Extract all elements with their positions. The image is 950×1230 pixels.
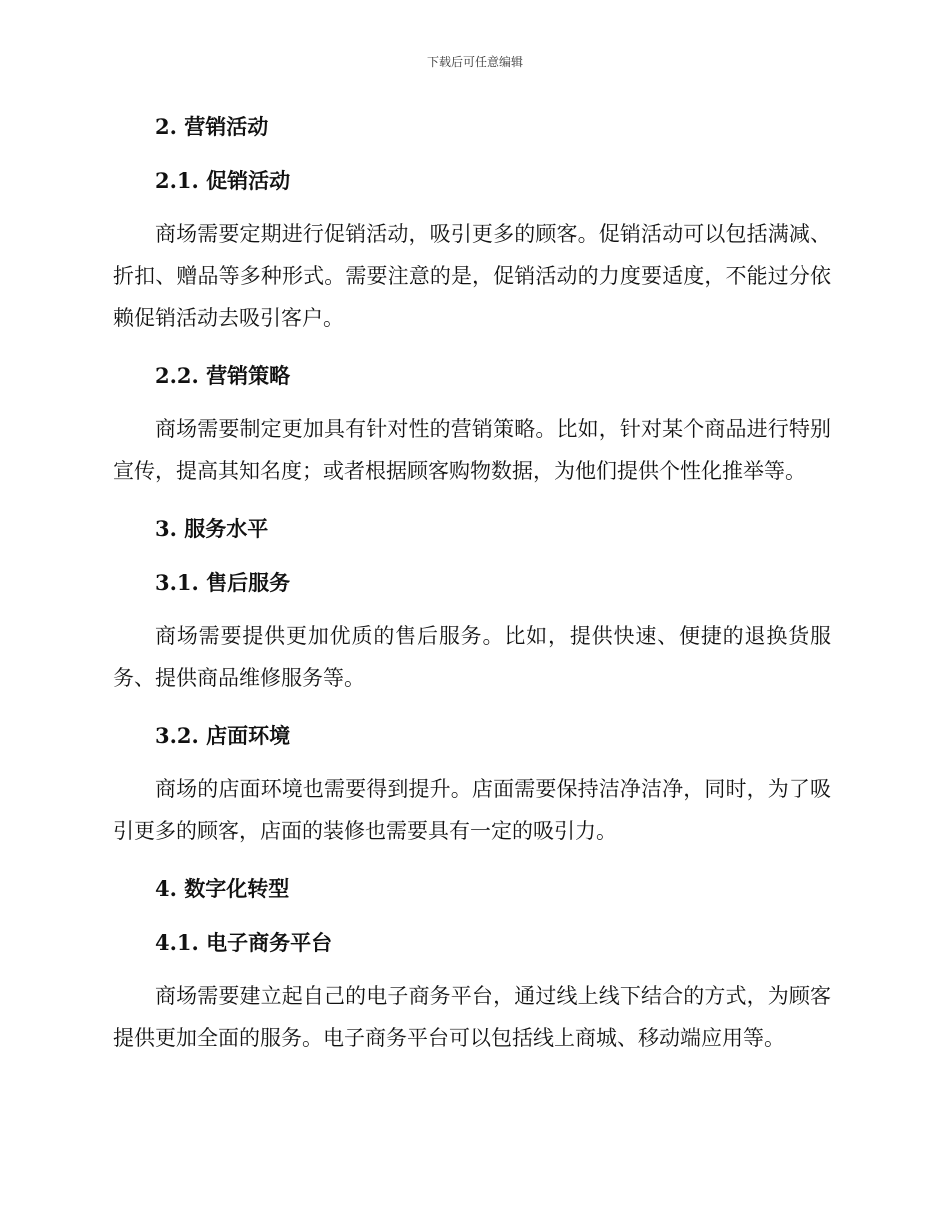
- section-heading-4: 4. 数字化转型: [155, 876, 290, 901]
- page-header-note: 下载后可任意编辑: [426, 55, 523, 69]
- section-heading-4-1: 4.1. 电子商务平台: [155, 930, 333, 955]
- section-heading-3: 3. 服务水平: [155, 516, 269, 541]
- paragraph-store-environment: 商场的店面环境也需要得到提升。店面需要保持洁净洁净，同时，为了吸引更多的顾客，店面的装修也需要具有一定的吸引力。: [113, 777, 831, 843]
- section-heading-2-2: 2.2. 营销策略: [155, 363, 291, 388]
- paragraph-promotions: 商场需要定期进行促销活动，吸引更多的顾客。促销活动可以包括满减、折扣、赠品等多种形式。需要注意的是，促销活动的力度要适度，不能过分依赖促销活动去吸引客户。: [113, 222, 831, 330]
- section-heading-3-1: 3.1. 售后服务: [155, 570, 291, 595]
- document-body: [113, 110, 831, 1079]
- paragraph-ecommerce: 商场需要建立起自己的电子商务平台，通过线上线下结合的方式，为顾客提供更加全面的服务。电子商务平台可以包括线上商城、移动端应用等。: [113, 984, 831, 1050]
- section-heading-3-2: 3.2. 店面环境: [155, 723, 291, 748]
- section-heading-2: 2. 营销活动: [155, 114, 269, 139]
- paragraph-after-sales: 商场需要提供更加优质的售后服务。比如，提供快速、便捷的退换货服务、提供商品维修服务等。: [113, 624, 831, 690]
- section-heading-2-1: 2.1. 促销活动: [155, 168, 291, 193]
- paragraph-marketing-strategy: 商场需要制定更加具有针对性的营销策略。比如，针对某个商品进行特别宣传，提高其知名度；或者根据顾客购物数据，为他们提供个性化推举等。: [113, 417, 831, 483]
